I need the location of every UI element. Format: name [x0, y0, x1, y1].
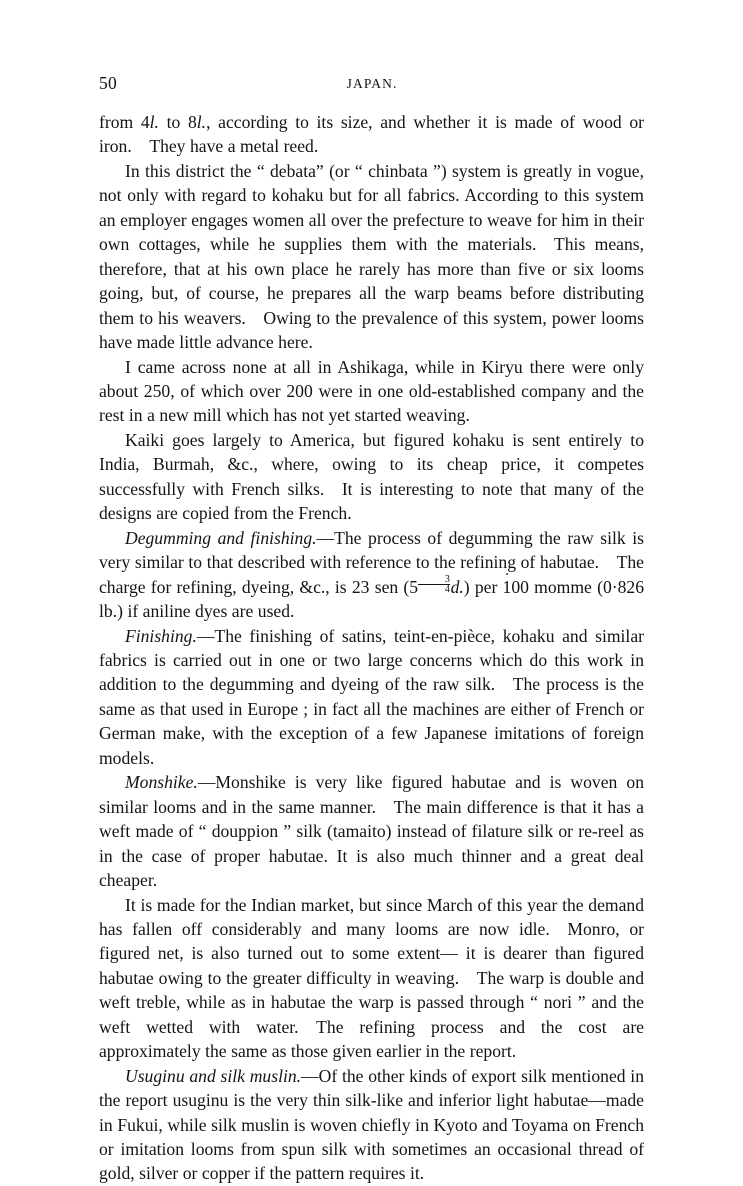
text-run: —The process of degumming the raw silk is very similar to that described with reference to the refining of habutae. The charge for refining, dyeing, &c., is 23 sen (5 — [99, 527, 644, 597]
text-run: to 8 — [158, 112, 197, 132]
text-run: , according to its size, and whether it is made of wood or iron. They have a metal reed. — [99, 112, 645, 157]
run-in-heading: Degumming and finishing. — [125, 527, 317, 548]
text-run: I came across none at all in Ashikaga, while in Kiryu there were only about 250, of which over 200 were in one old-established company and the rest in a new mill which has not yet started weaving. — [99, 356, 644, 426]
text-run: —Monshike is very like figured habutae and is woven on similar looms and in the same manner. The main difference is that it has a weft made of “ douppion ” silk (tamaito) instead of filature silk or re-reel as in the case of proper habutae. It is also much thinner and a great deal cheaper. — [99, 772, 644, 891]
paragraph — [99, 526, 644, 624]
fraction-numerator: 3 — [418, 575, 450, 585]
paragraph — [99, 893, 644, 1064]
italic-text: l. — [149, 112, 159, 132]
italic-text: l. — [196, 112, 207, 132]
page-folio-number: 50 — [99, 73, 117, 93]
text-run: —The finishing of satins, teint-en-pièce, kohaku and similar fabrics is carried out in one or two large concerns which do this work in addition to the degumming and dyeing of the raw silk. The process is the same as that used in Europe ; in fact all the machines are either of French or German make, with the exception of a few Japanese imitations of foreign models. — [99, 625, 644, 768]
text-run: —Of the other kinds of export silk mentioned in the report usuginu is the very thin silk-like and inferior light habutae—made in Fukui, while silk muslin is woven chiefly in Kyoto and Toyama on French or imitation looms from spun silk with sometimes an occasional thread of gold, silver or copper if the pattern requires it. — [99, 1065, 644, 1184]
paragraph — [99, 110, 644, 159]
text-run: Kaiki goes largely to America, but figured kohaku is sent entirely to India, Burmah, &c., where, owing to its cheap price, it competes successfully with French silks. It is interesting to note that many of the designs are copied from the French. — [99, 429, 644, 524]
paragraph — [99, 624, 644, 771]
fraction-denominator: 4 — [444, 584, 450, 596]
running-head — [99, 72, 644, 94]
ink-speck — [506, 573, 508, 575]
vulgar-fraction — [418, 575, 450, 595]
text-run: from 4 — [99, 112, 150, 132]
run-in-heading: Monshike. — [125, 772, 198, 793]
paragraph — [99, 1064, 644, 1186]
italic-text: d. — [450, 576, 464, 597]
text-run: It is made for the Indian market, but since March of this year the demand has fallen off considerably and many looms are now idle. Monro, or figured net, is also turned out to some extent— it is dearer than figured habutae owing to the greater difficulty in weaving. The warp is double and weft treble, while as in habutae the warp is passed through “ nori ” and the weft wetted with water. The refining process and the cost are approximately the same as those given earlier in the report. — [99, 894, 644, 1062]
paragraph — [99, 159, 644, 355]
running-title: JAPAN. — [346, 76, 398, 91]
run-in-heading: Usuginu and silk muslin. — [125, 1065, 302, 1086]
text-run: In this district the “ debata” (or “ chinbata ”) system is greatly in vogue, not only with regard to kohaku but for all fabrics. According to this system an employer engages women all over the prefecture to weave for him in their own cottages, while he supplies them with the materials. This means, therefore, that at his own place he rarely has more than five or six looms going, but, of course, he prepares all the warp beams before distributing them to his weavers. Owing to the prevalence of this system, power looms have made little advance here. — [99, 160, 644, 353]
paragraph — [99, 355, 644, 428]
paragraph — [99, 428, 644, 526]
run-in-heading: Finishing. — [125, 625, 197, 646]
body-text-block — [99, 110, 644, 1186]
paragraph — [99, 770, 644, 892]
text-run: ) per 100 momme (0·826 lb.) if aniline dyes are used. — [99, 576, 644, 622]
